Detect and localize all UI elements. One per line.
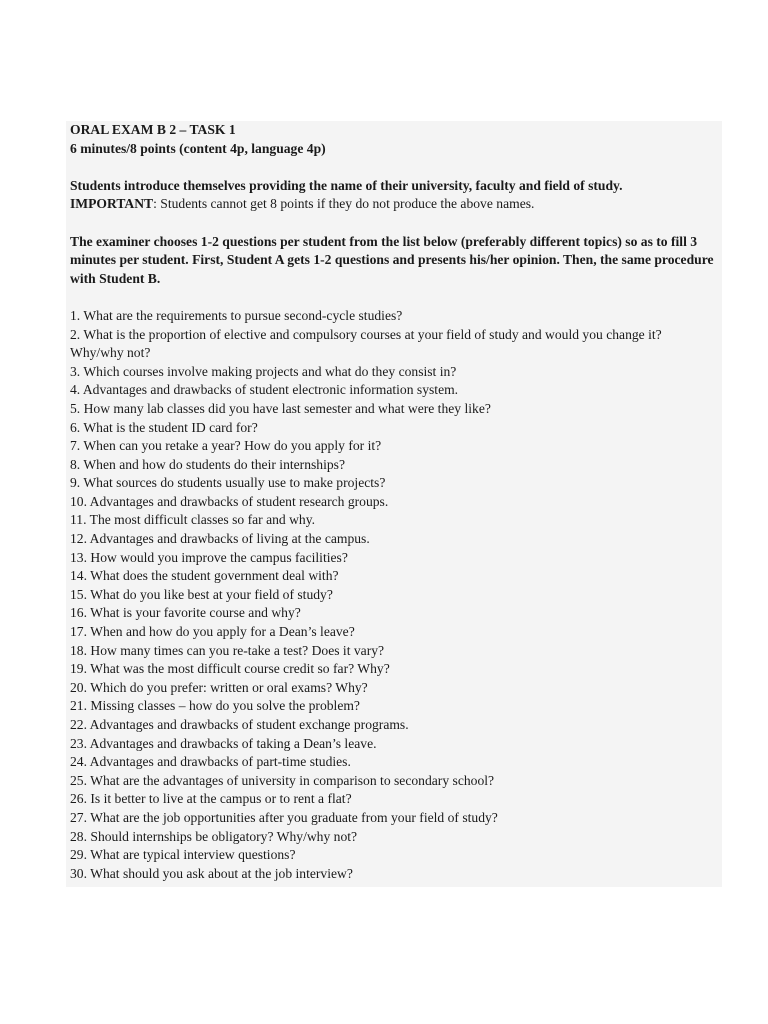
intro-instruction: Students introduce themselves providing the name of their university, faculty and field of study. <box>70 177 623 193</box>
question-item: 29. What are typical interview questions? <box>70 847 296 863</box>
exam-subtitle: 6 minutes/8 points (content 4p, language 4p) <box>70 140 326 156</box>
question-item: 18. How many times can you re-take a test? Does it vary? <box>70 642 385 658</box>
question-item: 3. Which courses involve making projects and what do they consist in? <box>70 363 457 379</box>
question-item: 1. What are the requirements to pursue second-cycle studies? <box>70 307 403 323</box>
question-item: 17. When and how do you apply for a Dean’s leave? <box>70 624 355 640</box>
important-note <box>70 195 718 214</box>
question-item: 27. What are the job opportunities after you graduate from your field of study? <box>70 809 498 825</box>
question-item: 13. How would you improve the campus facilities? <box>70 549 348 565</box>
question-item: 14. What does the student government deal with? <box>70 568 339 584</box>
question-item: 23. Advantages and drawbacks of taking a Dean’s leave. <box>70 735 377 751</box>
exam-title: ORAL EXAM B 2 – TASK 1 <box>70 122 236 137</box>
question-list <box>70 307 718 883</box>
question-item: 20. Which do you prefer: written or oral exams? Why? <box>70 679 368 695</box>
procedure-text: The examiner chooses 1-2 questions per student from the list below (preferably different topics) so as to fill 3 minutes per student. First, Student A gets 1-2 questions and presents his/her opinion. Then, the same procedure with Student B. <box>70 233 714 286</box>
question-item: 10. Advantages and drawbacks of student research groups. <box>70 493 389 509</box>
question-item: 22. Advantages and drawbacks of student exchange programs. <box>70 717 409 732</box>
question-item: 25. What are the advantages of university in comparison to secondary school? <box>70 772 495 788</box>
question-item: 2. What is the proportion of elective and compulsory courses at your field of study and would you change it? Why/why not? <box>70 326 662 361</box>
question-item: 30. What should you ask about at the job interview? <box>70 865 353 881</box>
question-item: 15. What do you like best at your field of study? <box>70 586 333 602</box>
question-item: 21. Missing classes – how do you solve the problem? <box>70 698 360 714</box>
question-item: 8. When and how do students do their internships? <box>70 456 345 472</box>
question-item: 6. What is the student ID card for? <box>70 419 258 435</box>
question-item: 24. Advantages and drawbacks of part-time studies. <box>70 754 351 770</box>
important-label: IMPORTANT <box>70 196 154 212</box>
question-item: 16. What is your favorite course and why? <box>70 605 301 621</box>
question-item: 9. What sources do students usually use to make projects? <box>70 475 386 491</box>
question-item: 12. Advantages and drawbacks of living at the campus. <box>70 531 370 547</box>
question-item: 5. How many lab classes did you have last semester and what were they like? <box>70 400 491 416</box>
question-item: 4. Advantages and drawbacks of student electronic information system. <box>70 382 459 398</box>
important-text: : Students cannot get 8 points if they do not produce the above names. <box>153 196 535 212</box>
document-body <box>70 121 718 883</box>
question-item: 28. Should internships be obligatory? Why/why not? <box>70 828 358 844</box>
question-item: 19. What was the most difficult course credit so far? Why? <box>70 661 390 677</box>
question-item: 7. When can you retake a year? How do you apply for it? <box>70 438 382 454</box>
question-item: 11. The most difficult classes so far and why. <box>70 512 316 528</box>
question-item: 26. Is it better to live at the campus or to rent a flat? <box>70 791 352 807</box>
